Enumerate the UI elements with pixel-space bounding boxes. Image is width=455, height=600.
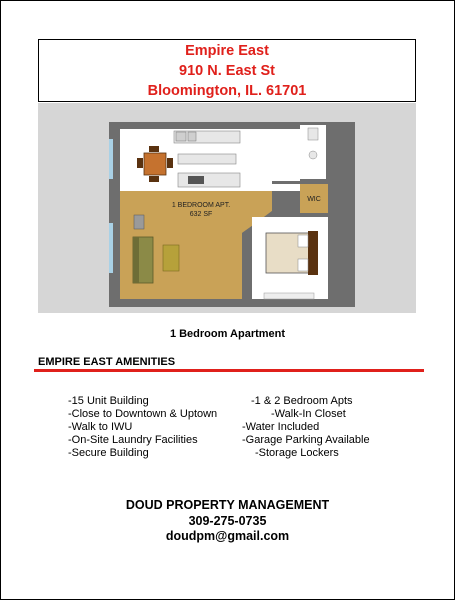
property-header	[38, 39, 416, 102]
amenity-left-2: -Close to Downtown & Uptown	[68, 408, 218, 420]
floorplan-room-label: 1 BEDROOM APT.	[171, 202, 231, 209]
amenities-title: EMPIRE EAST AMENITIES	[38, 356, 176, 368]
amenities-divider	[34, 369, 424, 372]
floorplan-closet-label: WIC	[307, 196, 321, 203]
amenity-right-1: -1 & 2 Bedroom Apts	[251, 395, 353, 407]
amenity-left-3: -Walk to IWU	[68, 421, 133, 433]
contact-company: DOUD PROPERTY MANAGEMENT	[125, 498, 330, 512]
property-name: Empire East	[185, 43, 269, 59]
property-city: Bloomington, IL. 61701	[147, 83, 307, 99]
amenity-right-5: -Storage Lockers	[255, 447, 339, 459]
floorplan-area-label: 632 SF	[189, 211, 213, 218]
amenity-right-2: -Walk-In Closet	[271, 408, 346, 420]
contact-email: doudpm@gmail.com	[165, 529, 290, 543]
contact-phone: 309-275-0735	[188, 514, 267, 528]
amenity-left-4: -On-Site Laundry Facilities	[68, 434, 198, 446]
amenity-right-3: -Water Included	[242, 421, 320, 433]
floor-plan-caption: 1 Bedroom Apartment	[169, 328, 286, 340]
property-street: 910 N. East St	[179, 63, 275, 79]
floor-plan-image	[38, 103, 416, 313]
amenity-right-4: -Garage Parking Available	[242, 434, 370, 446]
amenity-left-1: -15 Unit Building	[68, 395, 149, 407]
amenity-left-5: -Secure Building	[68, 447, 149, 459]
